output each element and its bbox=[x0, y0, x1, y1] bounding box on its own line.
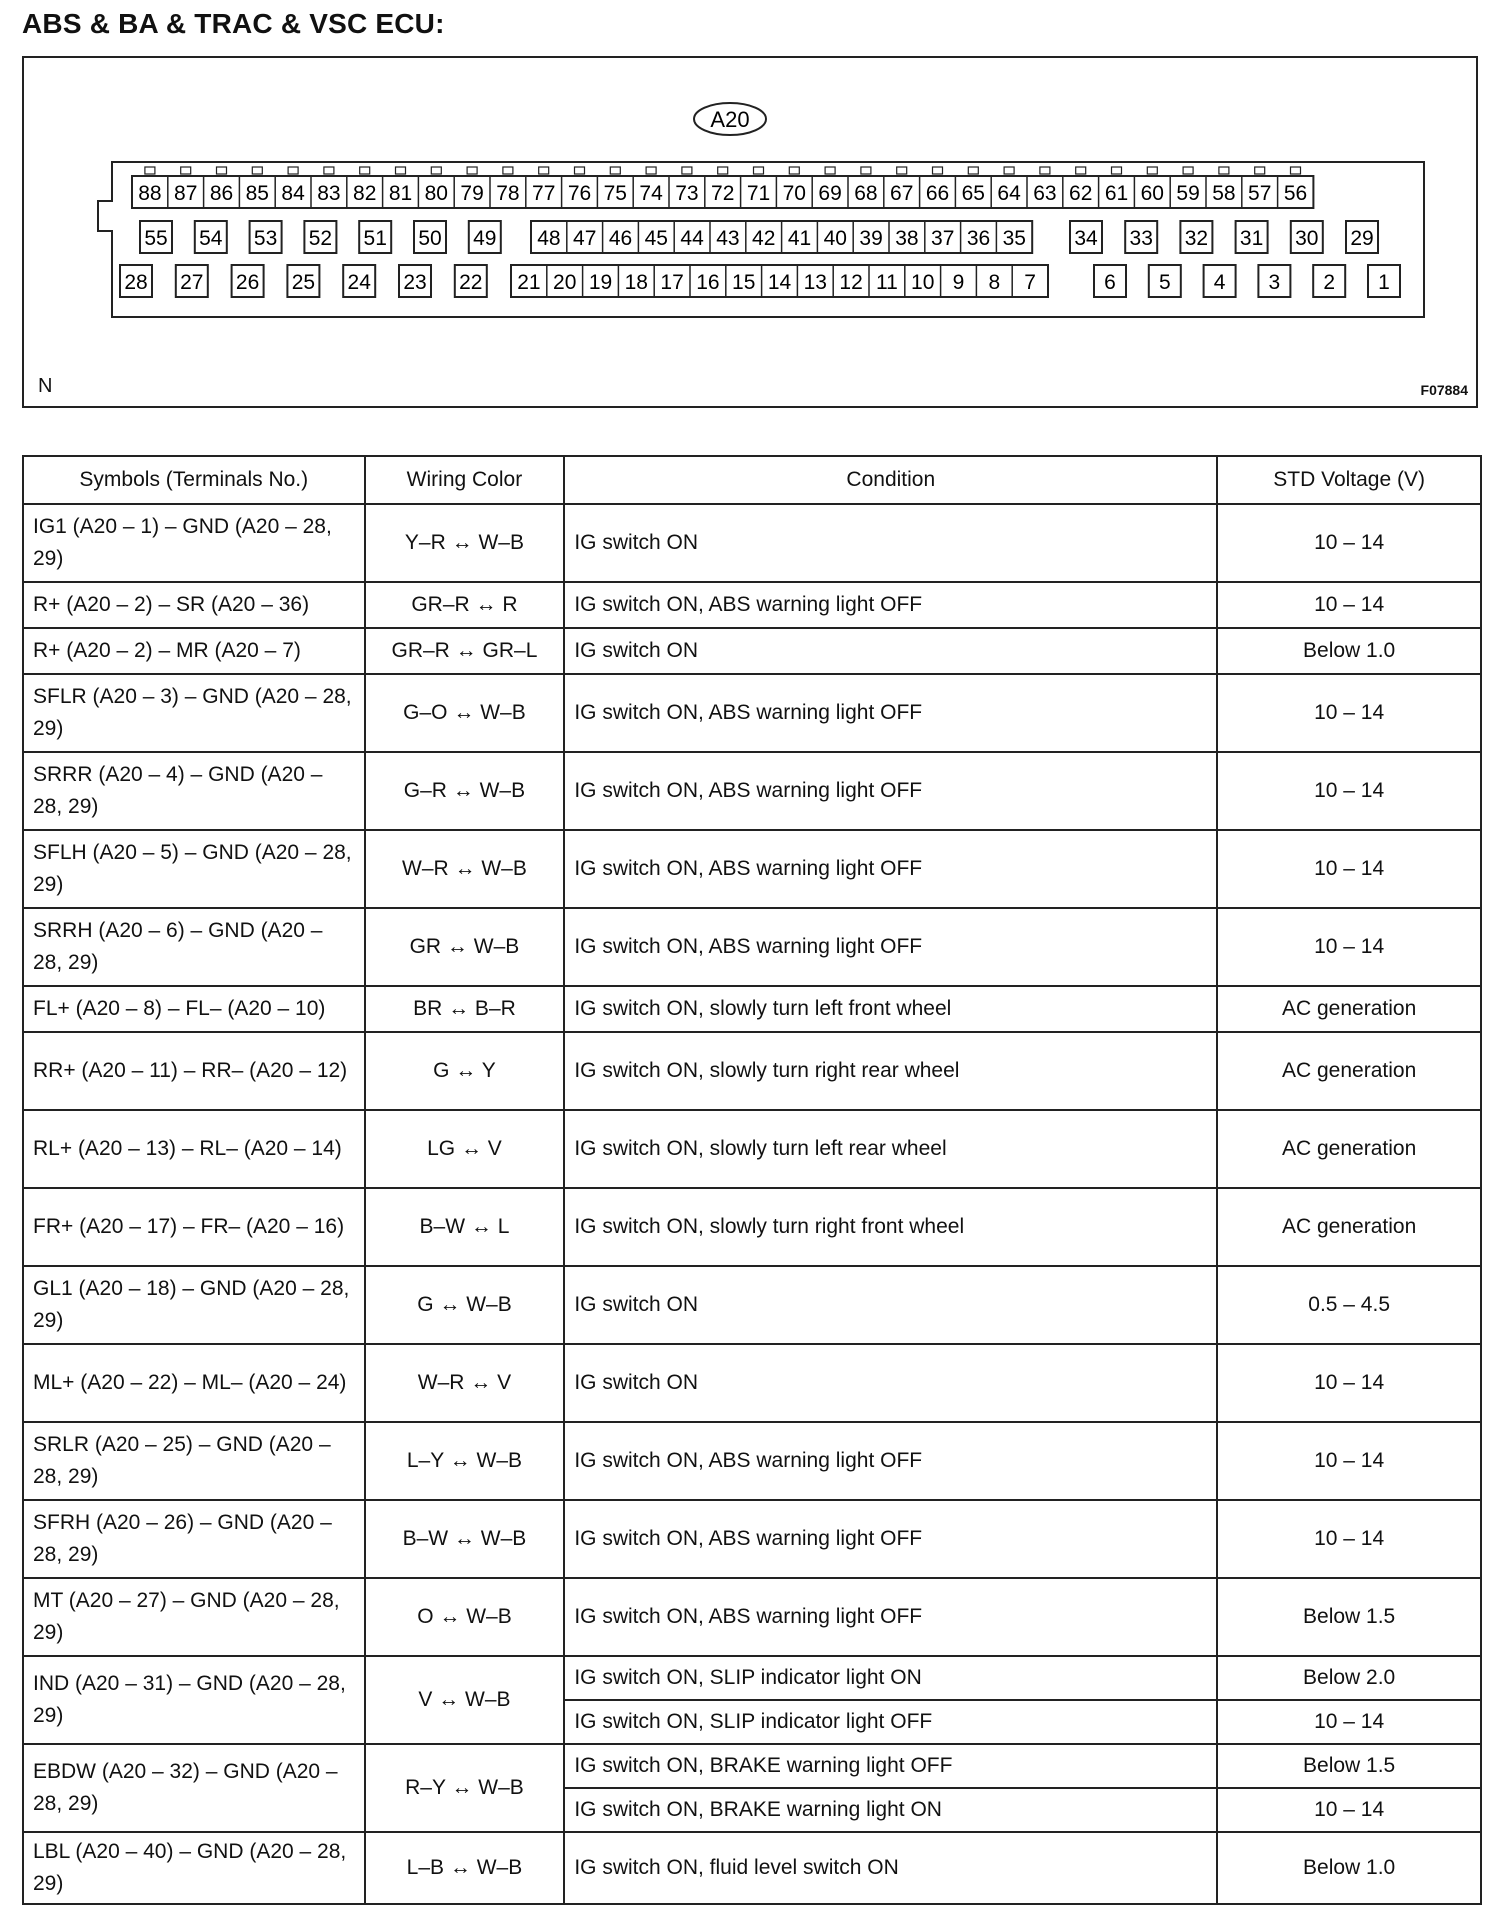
wiring-color-cell: G ↔ Y bbox=[365, 1032, 565, 1110]
std-voltage-cell: Below 2.0 bbox=[1217, 1656, 1481, 1700]
terminal-pin-number: 44 bbox=[680, 227, 704, 250]
terminal-pin-number: 17 bbox=[660, 271, 684, 294]
table-row bbox=[23, 986, 1481, 1032]
header-std-voltage: STD Voltage (V) bbox=[1217, 456, 1481, 504]
terminal-pin-number: 1 bbox=[1378, 271, 1390, 294]
terminal-pin-number: 30 bbox=[1295, 227, 1319, 250]
table-row bbox=[23, 504, 1481, 582]
terminal-symbol-cell: MT (A20 – 27) – GND (A20 – 28, 29) bbox=[23, 1578, 365, 1656]
std-voltage-cell: Below 1.0 bbox=[1217, 628, 1481, 674]
terminal-pin-number: 20 bbox=[553, 271, 577, 294]
terminal-pin-number: 32 bbox=[1184, 227, 1209, 250]
wiring-color-cell: V ↔ W–B bbox=[365, 1656, 565, 1744]
condition-cell: IG switch ON, ABS warning light OFF bbox=[564, 752, 1217, 830]
std-voltage-cell: AC generation bbox=[1217, 1188, 1481, 1266]
terminal-pin-number: 13 bbox=[803, 271, 827, 294]
wiring-color-cell: GR ↔ W–B bbox=[365, 908, 565, 986]
terminal-pin-number: 29 bbox=[1350, 227, 1374, 250]
terminal-pin-number: 59 bbox=[1176, 182, 1200, 205]
wiring-color-cell: W–R ↔ W–B bbox=[365, 830, 565, 908]
terminal-pin-number: 41 bbox=[787, 227, 812, 250]
condition-cell: IG switch ON, SLIP indicator light OFF bbox=[564, 1700, 1217, 1744]
terminal-pin-number: 22 bbox=[459, 271, 483, 294]
terminal-latch bbox=[288, 167, 298, 174]
condition-cell: IG switch ON bbox=[564, 1266, 1217, 1344]
terminal-symbol-cell: SFLR (A20 – 3) – GND (A20 – 28, 29) bbox=[23, 674, 365, 752]
terminal-pin-number: 9 bbox=[952, 271, 965, 294]
condition-cell: IG switch ON, BRAKE warning light OFF bbox=[564, 1744, 1217, 1788]
terminal-pin-number: 8 bbox=[988, 271, 1001, 294]
terminal-latch bbox=[539, 167, 549, 174]
condition-cell: IG switch ON, fluid level switch ON bbox=[564, 1832, 1217, 1904]
terminal-latch bbox=[575, 167, 585, 174]
page-title: ABS & BA & TRAC & VSC ECU: bbox=[22, 8, 445, 39]
terminal-pin-number: 67 bbox=[890, 182, 914, 205]
table-row bbox=[23, 908, 1481, 986]
std-voltage-cell: 10 – 14 bbox=[1217, 1344, 1481, 1422]
terminal-latch bbox=[610, 167, 620, 174]
terminal-pin-number: 85 bbox=[245, 182, 269, 205]
terminal-pin-number: 80 bbox=[424, 182, 448, 205]
table-row bbox=[23, 1422, 1481, 1500]
condition-cell: IG switch ON, ABS warning light OFF bbox=[564, 1422, 1217, 1500]
figure-code: F07884 bbox=[1420, 382, 1468, 398]
terminal-symbol-cell: IG1 (A20 – 1) – GND (A20 – 28, 29) bbox=[23, 504, 365, 582]
wiring-color-cell: L–Y ↔ W–B bbox=[365, 1422, 565, 1500]
terminal-latch bbox=[503, 167, 513, 174]
terminal-pin-number: 74 bbox=[639, 182, 663, 205]
connector-drawing bbox=[24, 58, 1476, 406]
terminal-pin-number: 58 bbox=[1212, 182, 1236, 205]
terminal-symbol-cell: SRLR (A20 – 25) – GND (A20 – 28, 29) bbox=[23, 1422, 365, 1500]
condition-cell: IG switch ON, SLIP indicator light ON bbox=[564, 1656, 1217, 1700]
terminal-latch bbox=[431, 167, 441, 174]
table-row bbox=[23, 752, 1481, 830]
terminal-latch bbox=[145, 167, 155, 174]
table-row bbox=[23, 1266, 1481, 1344]
terminal-latch bbox=[897, 167, 907, 174]
terminal-latch bbox=[1076, 167, 1086, 174]
terminal-spec-table bbox=[22, 455, 1482, 1905]
terminal-pin-number: 2 bbox=[1323, 271, 1336, 294]
terminal-latch bbox=[1255, 167, 1265, 174]
condition-cell: IG switch ON, ABS warning light OFF bbox=[564, 582, 1217, 628]
std-voltage-cell: 10 – 14 bbox=[1217, 1422, 1481, 1500]
terminal-pin-number: 88 bbox=[138, 182, 162, 205]
terminal-pin-number: 86 bbox=[209, 182, 234, 205]
condition-cell: IG switch ON, ABS warning light OFF bbox=[564, 908, 1217, 986]
wiring-color-cell: GR–R ↔ GR–L bbox=[365, 628, 565, 674]
condition-cell: IG switch ON, BRAKE warning light ON bbox=[564, 1788, 1217, 1832]
terminal-pin-number: 28 bbox=[124, 271, 148, 294]
terminal-latch bbox=[252, 167, 262, 174]
wiring-color-cell: R–Y ↔ W–B bbox=[365, 1744, 565, 1832]
wiring-color-cell: B–W ↔ W–B bbox=[365, 1500, 565, 1578]
terminal-pin-number: 83 bbox=[317, 182, 341, 205]
std-voltage-cell: 10 – 14 bbox=[1217, 582, 1481, 628]
std-voltage-cell: Below 1.0 bbox=[1217, 1832, 1481, 1904]
condition-cell: IG switch ON bbox=[564, 628, 1217, 674]
terminal-pin-number: 23 bbox=[403, 271, 427, 294]
condition-cell: IG switch ON, ABS warning light OFF bbox=[564, 830, 1217, 908]
table-row bbox=[23, 1578, 1481, 1656]
terminal-pin-number: 31 bbox=[1239, 227, 1264, 250]
terminal-pin-number: 66 bbox=[925, 182, 950, 205]
terminal-symbol-cell: ML+ (A20 – 22) – ML– (A20 – 24) bbox=[23, 1344, 365, 1422]
terminal-pin-number: 43 bbox=[716, 227, 740, 250]
terminal-latch bbox=[789, 167, 799, 174]
terminal-pin-number: 75 bbox=[603, 182, 627, 205]
terminal-pin-number: 50 bbox=[418, 227, 442, 250]
terminal-latch bbox=[360, 167, 370, 174]
terminal-pin-number: 37 bbox=[931, 227, 955, 250]
table-row bbox=[23, 628, 1481, 674]
terminal-pin-number: 42 bbox=[752, 227, 776, 250]
wiring-color-cell: W–R ↔ V bbox=[365, 1344, 565, 1422]
terminal-latch bbox=[861, 167, 871, 174]
terminal-pin-number: 26 bbox=[235, 271, 260, 294]
terminal-symbol-cell: SRRR (A20 – 4) – GND (A20 – 28, 29) bbox=[23, 752, 365, 830]
terminal-pin-number: 68 bbox=[854, 182, 878, 205]
wiring-color-cell: G ↔ W–B bbox=[365, 1266, 565, 1344]
wiring-color-cell: B–W ↔ L bbox=[365, 1188, 565, 1266]
terminal-pin-number: 57 bbox=[1248, 182, 1272, 205]
wiring-color-cell: L–B ↔ W–B bbox=[365, 1832, 565, 1904]
table-row bbox=[23, 674, 1481, 752]
terminal-pin-number: 15 bbox=[732, 271, 756, 294]
terminal-pin-number: 48 bbox=[537, 227, 561, 250]
terminal-symbol-cell: LBL (A20 – 40) – GND (A20 – 28, 29) bbox=[23, 1832, 365, 1904]
wiring-color-cell: LG ↔ V bbox=[365, 1110, 565, 1188]
wiring-color-cell: BR ↔ B–R bbox=[365, 986, 565, 1032]
terminal-latch bbox=[181, 167, 191, 174]
terminal-pin-number: 36 bbox=[966, 227, 991, 250]
terminal-latch bbox=[1183, 167, 1193, 174]
std-voltage-cell: Below 1.5 bbox=[1217, 1578, 1481, 1656]
terminal-pin-number: 53 bbox=[253, 227, 278, 250]
terminal-pin-number: 52 bbox=[308, 227, 333, 250]
terminal-pin-number: 34 bbox=[1074, 227, 1098, 250]
terminal-latch bbox=[1112, 167, 1122, 174]
table-row bbox=[23, 582, 1481, 628]
terminal-pin-number: 35 bbox=[1002, 227, 1026, 250]
terminal-latch bbox=[682, 167, 692, 174]
table-row bbox=[23, 1500, 1481, 1578]
condition-cell: IG switch ON, slowly turn right front wheel bbox=[564, 1188, 1217, 1266]
terminal-pin-number: 56 bbox=[1283, 182, 1308, 205]
terminal-pin-number: 33 bbox=[1129, 227, 1153, 250]
terminal-pin-number: 62 bbox=[1069, 182, 1093, 205]
wiring-color-cell: Y–R ↔ W–B bbox=[365, 504, 565, 582]
terminal-pin-number: 49 bbox=[473, 227, 497, 250]
header-condition: Condition bbox=[564, 456, 1217, 504]
terminal-symbol-cell: IND (A20 – 31) – GND (A20 – 28, 29) bbox=[23, 1656, 365, 1744]
terminal-pin-number: 24 bbox=[347, 271, 371, 294]
std-voltage-cell: 10 – 14 bbox=[1217, 908, 1481, 986]
std-voltage-cell: 10 – 14 bbox=[1217, 752, 1481, 830]
table-row bbox=[23, 1344, 1481, 1422]
terminal-pin-number: 25 bbox=[291, 271, 316, 294]
terminal-pin-number: 69 bbox=[818, 182, 842, 205]
header-wiring-color: Wiring Color bbox=[365, 456, 565, 504]
terminal-pin-number: 27 bbox=[180, 271, 204, 294]
terminal-latch bbox=[718, 167, 728, 174]
terminal-pin-number: 63 bbox=[1033, 182, 1057, 205]
table-row bbox=[23, 830, 1481, 908]
terminal-pin-number: 3 bbox=[1268, 271, 1281, 294]
terminal-pin-number: 45 bbox=[644, 227, 668, 250]
std-voltage-cell: 10 – 14 bbox=[1217, 830, 1481, 908]
terminal-latch bbox=[1004, 167, 1014, 174]
table-row bbox=[23, 1656, 1481, 1700]
terminal-pin-number: 65 bbox=[961, 182, 985, 205]
terminal-pin-number: 40 bbox=[823, 227, 847, 250]
std-voltage-cell: 10 – 14 bbox=[1217, 1700, 1481, 1744]
std-voltage-cell: AC generation bbox=[1217, 1110, 1481, 1188]
terminal-symbol-cell: FR+ (A20 – 17) – FR– (A20 – 16) bbox=[23, 1188, 365, 1266]
std-voltage-cell: AC generation bbox=[1217, 986, 1481, 1032]
std-voltage-cell: 10 – 14 bbox=[1217, 1500, 1481, 1578]
terminal-pin-number: 72 bbox=[711, 182, 735, 205]
std-voltage-cell: 0.5 – 4.5 bbox=[1217, 1266, 1481, 1344]
terminal-latch bbox=[754, 167, 764, 174]
terminal-pin-number: 55 bbox=[144, 227, 168, 250]
terminal-pin-number: 73 bbox=[675, 182, 699, 205]
terminal-pin-number: 78 bbox=[496, 182, 520, 205]
terminal-pin-number: 87 bbox=[174, 182, 198, 205]
std-voltage-cell: 10 – 14 bbox=[1217, 504, 1481, 582]
terminal-latch bbox=[1147, 167, 1157, 174]
condition-cell: IG switch ON, ABS warning light OFF bbox=[564, 1500, 1217, 1578]
terminal-pin-number: 18 bbox=[624, 271, 648, 294]
std-voltage-cell: AC generation bbox=[1217, 1032, 1481, 1110]
terminal-pin-number: 4 bbox=[1213, 271, 1226, 294]
terminal-symbol-cell: EBDW (A20 – 32) – GND (A20 – 28, 29) bbox=[23, 1744, 365, 1832]
terminal-latch bbox=[324, 167, 334, 174]
terminal-pin-number: 14 bbox=[767, 271, 792, 294]
condition-cell: IG switch ON, slowly turn right rear wheel bbox=[564, 1032, 1217, 1110]
terminal-latch bbox=[1291, 167, 1301, 174]
terminal-symbol-cell: RR+ (A20 – 11) – RR– (A20 – 12) bbox=[23, 1032, 365, 1110]
wiring-color-cell: GR–R ↔ R bbox=[365, 582, 565, 628]
terminal-latch bbox=[933, 167, 943, 174]
terminal-latch bbox=[1219, 167, 1229, 174]
terminal-pin-number: 11 bbox=[875, 271, 898, 294]
terminal-pin-number: 64 bbox=[997, 182, 1021, 205]
terminal-pin-number: 82 bbox=[353, 182, 377, 205]
table-row bbox=[23, 1110, 1481, 1188]
std-voltage-cell: 10 – 14 bbox=[1217, 1788, 1481, 1832]
terminal-pin-number: 71 bbox=[746, 182, 771, 205]
condition-cell: IG switch ON, ABS warning light OFF bbox=[564, 674, 1217, 752]
std-voltage-cell: Below 1.5 bbox=[1217, 1744, 1481, 1788]
terminal-symbol-cell: SRRH (A20 – 6) – GND (A20 – 28, 29) bbox=[23, 908, 365, 986]
wiring-color-cell: O ↔ W–B bbox=[365, 1578, 565, 1656]
terminal-pin-number: 10 bbox=[911, 271, 935, 294]
condition-cell: IG switch ON bbox=[564, 1344, 1217, 1422]
terminal-pin-number: 21 bbox=[517, 271, 541, 294]
terminal-pin-number: 5 bbox=[1158, 271, 1171, 294]
terminal-latch bbox=[646, 167, 656, 174]
terminal-latch bbox=[1040, 167, 1050, 174]
terminal-symbol-cell: R+ (A20 – 2) – MR (A20 – 7) bbox=[23, 628, 365, 674]
std-voltage-cell: 10 – 14 bbox=[1217, 674, 1481, 752]
terminal-latch bbox=[217, 167, 227, 174]
wiring-color-cell: G–O ↔ W–B bbox=[365, 674, 565, 752]
terminal-pin-number: 70 bbox=[782, 182, 806, 205]
terminal-pin-number: 38 bbox=[895, 227, 919, 250]
terminal-pin-number: 60 bbox=[1140, 182, 1164, 205]
terminal-latch bbox=[825, 167, 835, 174]
terminal-latch bbox=[968, 167, 978, 174]
terminal-pin-number: 6 bbox=[1104, 271, 1116, 294]
terminal-latch bbox=[467, 167, 477, 174]
terminal-pin-number: 7 bbox=[1024, 271, 1036, 294]
table-row bbox=[23, 1188, 1481, 1266]
terminal-symbol-cell: GL1 (A20 – 18) – GND (A20 – 28, 29) bbox=[23, 1266, 365, 1344]
connector-label: A20 bbox=[710, 107, 750, 132]
header-symbols: Symbols (Terminals No.) bbox=[23, 456, 365, 504]
terminal-symbol-cell: SFLH (A20 – 5) – GND (A20 – 28, 29) bbox=[23, 830, 365, 908]
terminal-pin-number: 54 bbox=[199, 227, 223, 250]
diagram-corner-label: N bbox=[38, 375, 53, 397]
terminal-symbol-cell: R+ (A20 – 2) – SR (A20 – 36) bbox=[23, 582, 365, 628]
wiring-color-cell: G–R ↔ W–B bbox=[365, 752, 565, 830]
terminal-pin-number: 84 bbox=[281, 182, 305, 205]
terminal-pin-number: 81 bbox=[388, 182, 413, 205]
table-row bbox=[23, 1744, 1481, 1788]
table-row bbox=[23, 1032, 1481, 1110]
terminal-pin-number: 79 bbox=[460, 182, 484, 205]
terminal-pin-number: 46 bbox=[608, 227, 633, 250]
terminal-symbol-cell: SFRH (A20 – 26) – GND (A20 – 28, 29) bbox=[23, 1500, 365, 1578]
condition-cell: IG switch ON, slowly turn left rear wheel bbox=[564, 1110, 1217, 1188]
terminal-pin-number: 47 bbox=[573, 227, 597, 250]
terminal-pin-number: 12 bbox=[839, 271, 863, 294]
condition-cell: IG switch ON, slowly turn left front wheel bbox=[564, 986, 1217, 1032]
terminal-latch bbox=[396, 167, 406, 174]
terminal-symbol-cell: RL+ (A20 – 13) – RL– (A20 – 14) bbox=[23, 1110, 365, 1188]
table-row bbox=[23, 1832, 1481, 1904]
terminal-pin-number: 51 bbox=[363, 227, 387, 250]
connector-diagram bbox=[22, 56, 1478, 408]
terminal-pin-number: 76 bbox=[567, 182, 592, 205]
condition-cell: IG switch ON, ABS warning light OFF bbox=[564, 1578, 1217, 1656]
terminal-pin-number: 61 bbox=[1104, 182, 1129, 205]
condition-cell: IG switch ON bbox=[564, 504, 1217, 582]
table-header-row bbox=[23, 456, 1481, 504]
terminal-pin-number: 77 bbox=[532, 182, 556, 205]
terminal-pin-number: 16 bbox=[696, 271, 720, 294]
terminal-pin-number: 39 bbox=[859, 227, 883, 250]
terminal-pin-number: 19 bbox=[588, 271, 613, 294]
terminal-symbol-cell: FL+ (A20 – 8) – FL– (A20 – 10) bbox=[23, 986, 365, 1032]
